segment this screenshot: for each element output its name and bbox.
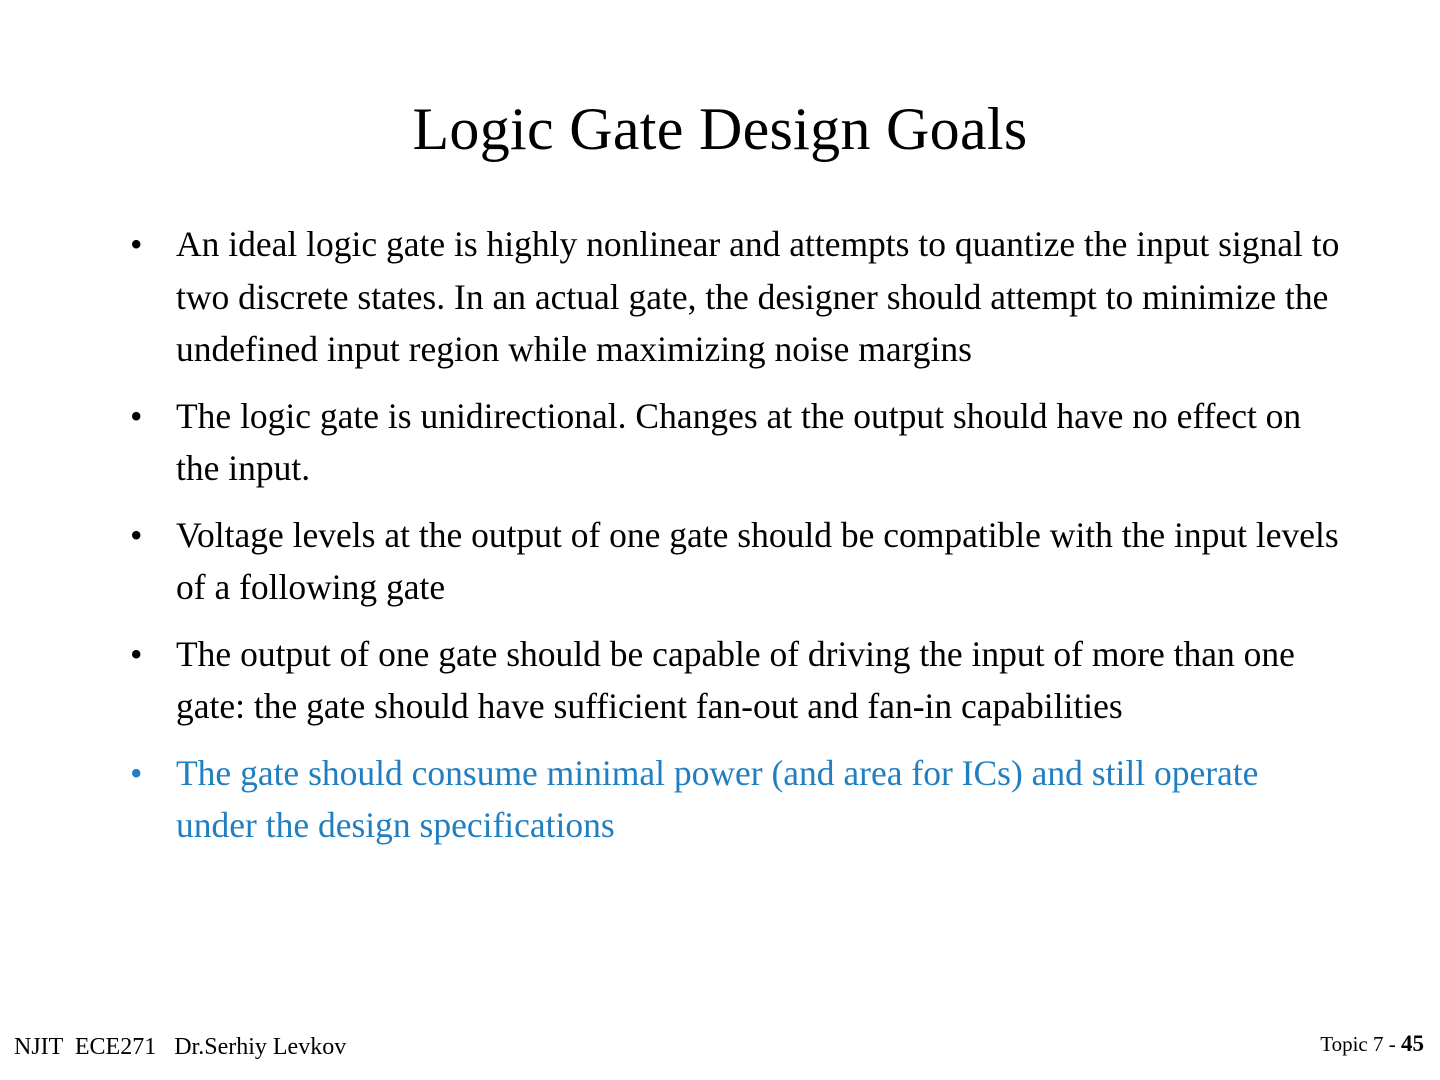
list-item — [118, 218, 1348, 376]
list-item-text: Voltage levels at the output of one gate should be compatible with the input levels of a following gate — [176, 514, 1339, 608]
list-item-highlighted — [118, 747, 1348, 852]
list-item — [118, 509, 1348, 614]
bullet-marker-icon: • — [130, 514, 143, 555]
list-item-text: The logic gate is unidirectional. Changes at the output should have no effect on the input. — [176, 395, 1302, 489]
bullet-list — [118, 218, 1348, 866]
bullet-marker-icon: • — [130, 752, 143, 793]
list-item-text: The output of one gate should be capable of driving the input of more than one gate: the gate should have sufficient fan-out and fan-in capabilities — [176, 633, 1295, 727]
list-item — [118, 390, 1348, 495]
page-number: 45 — [1401, 1031, 1424, 1057]
footer-topic-page — [1320, 1030, 1424, 1058]
page-title: Logic Gate Design Goals — [412, 96, 1028, 163]
bullet-marker-icon: • — [130, 224, 143, 264]
list-item — [118, 628, 1348, 733]
list-item-text: The gate should consume minimal power (and area for ICs) and still operate under the design specifications — [176, 752, 1259, 846]
list-item-text: An ideal logic gate is highly nonlinear and attempts to quantize the input signal to two discrete states. In an actual gate, the designer should attempt to minimize the undefined input region while maximizing noise margins — [176, 224, 1340, 370]
bullet-marker-icon: • — [130, 633, 143, 674]
footer-course-info: NJIT ECE271 Dr.Serhiy Levkov — [14, 1034, 347, 1061]
bullet-marker-icon: • — [130, 395, 143, 436]
footer-topic-label: Topic 7 - — [1320, 1032, 1401, 1057]
